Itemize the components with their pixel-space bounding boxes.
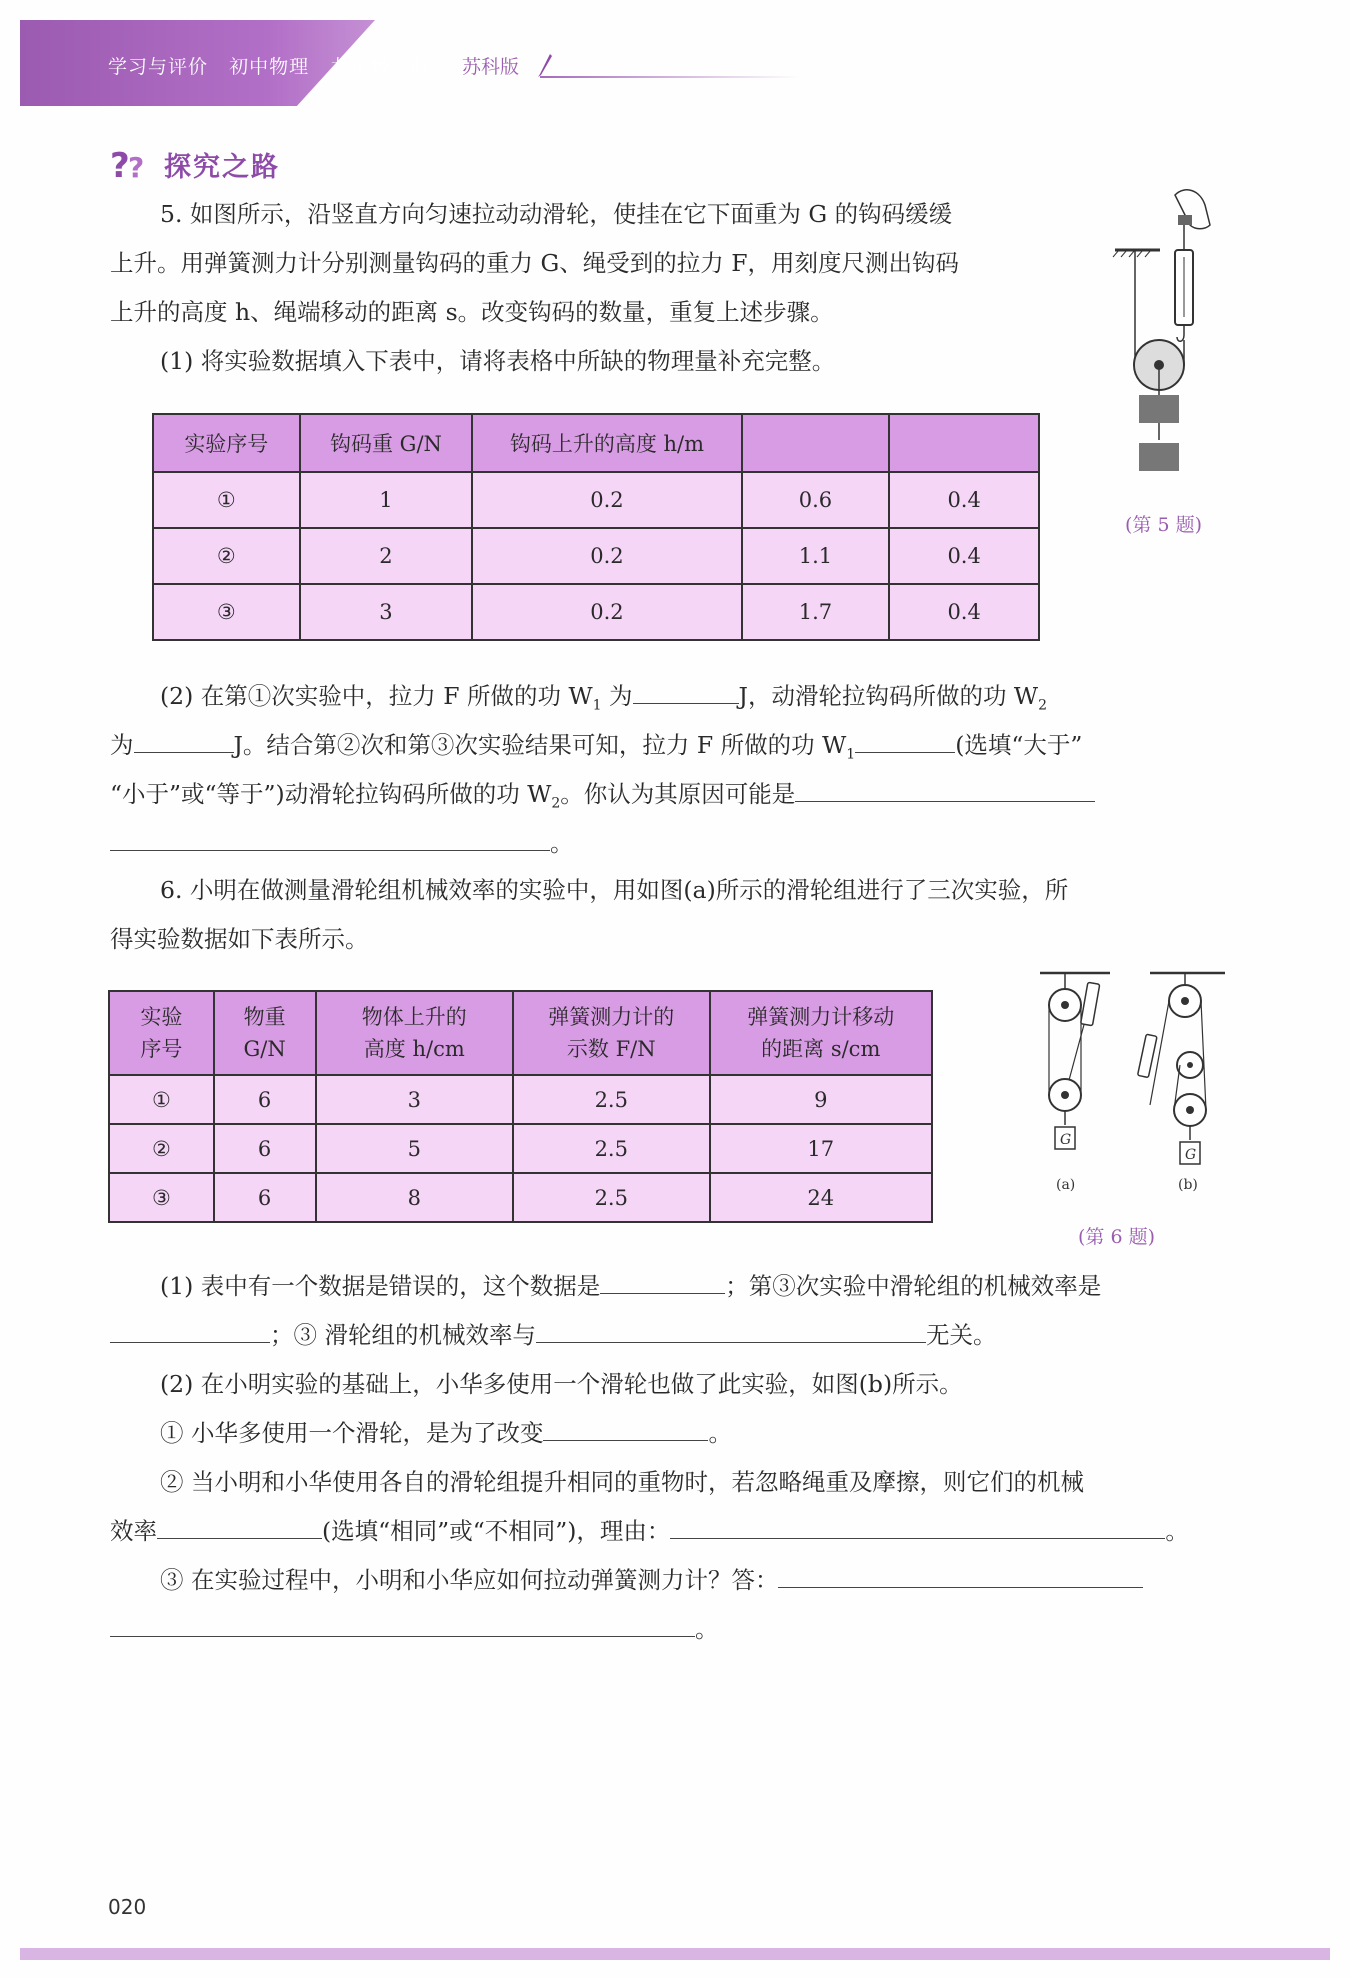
q6-figure-pulley-systems (1030, 965, 1230, 1215)
table-row (153, 584, 1039, 640)
svg-text:?: ? (128, 150, 145, 183)
table-cell: 1.7 (742, 584, 890, 640)
answer-blank[interactable] (670, 1511, 1165, 1539)
answer-blank[interactable] (855, 725, 955, 753)
header-line: 物体上升的 (361, 1005, 467, 1029)
answer-blank[interactable] (795, 774, 1095, 802)
q6-header-cell (513, 991, 709, 1075)
q6-p2-text: 。 (1165, 1517, 1189, 1545)
q5-sub2-text: 为 (601, 682, 633, 710)
table-cell: 3 (300, 584, 473, 640)
q6-p1-line2 (110, 1311, 1240, 1360)
table-cell: 6 (214, 1173, 316, 1222)
bottom-band (20, 1948, 1330, 1960)
header-item-series: 学习与评价 (108, 56, 209, 78)
q6-p2-item1 (160, 1409, 1240, 1458)
section-title: 探究之路 (164, 152, 280, 183)
table-cell: 5 (316, 1124, 514, 1173)
q5-sub2-text: (2) 在第①次实验中，拉力 F 所做的功 W (160, 682, 593, 710)
q6-p1-text: 无关。 (925, 1321, 997, 1349)
answer-blank[interactable] (600, 1266, 725, 1294)
table-cell: ② (153, 528, 300, 584)
subscript: 1 (846, 746, 856, 763)
header-edition: 苏科版 (462, 56, 520, 78)
question-marks-icon (110, 147, 154, 183)
svg-text:?: ? (110, 146, 130, 183)
answer-blank[interactable] (778, 1560, 1143, 1588)
q6-p2-item3-line1 (160, 1556, 1240, 1605)
page-number: 020 (108, 1895, 147, 1919)
q6-p2-text: ③ 在实验过程中，小明和小华应如何拉动弹簧测力计？答： (160, 1566, 779, 1594)
q6-p2-item2-line2 (110, 1507, 1240, 1556)
q6-p2-text: (选填“相同”或“不相同”)，理由： (322, 1517, 671, 1545)
q6-p2-text: 。 (695, 1615, 719, 1643)
table-cell: ① (109, 1075, 214, 1124)
q6-table (108, 990, 933, 1223)
q6-stem-line2: 得实验数据如下表所示。 (110, 925, 369, 953)
q6-p1-text: ；第③次实验中滑轮组的机械效率是 (725, 1272, 1102, 1300)
q6-p1-line1 (160, 1262, 1240, 1311)
header-line (540, 76, 800, 78)
q5-sub2-text: “小于”或“等于”)动滑轮拉钩码所做的功 W (110, 780, 552, 808)
header-item-grade: 九年级上册 (330, 56, 431, 78)
header-line: 序号 (140, 1037, 183, 1061)
q6-stem-line1: 6. 小明在做测量滑轮组机械效率的实验中，用如图(a)所示的滑轮组进行了三次实验，所 (160, 876, 1069, 904)
table-row (109, 1124, 932, 1173)
table-cell: ③ (153, 584, 300, 640)
subscript: 1 (592, 697, 602, 714)
header-line: 示数 F/N (566, 1037, 656, 1061)
header-line: 弹簧测力计移动 (747, 1005, 895, 1029)
header-line: 物重 (243, 1005, 286, 1029)
table-cell: 0.4 (889, 584, 1039, 640)
header-line: G/N (243, 1037, 286, 1061)
answer-blank[interactable] (536, 1315, 926, 1343)
table-cell: 3 (316, 1075, 514, 1124)
q6-p1-text: (1) 表中有一个数据是错误的，这个数据是 (160, 1272, 601, 1300)
q5-sub2-text: J。结合第②次和第③次实验结果可知，拉力 F 所做的功 W (233, 731, 847, 759)
answer-blank[interactable] (110, 1609, 695, 1637)
table-cell: ③ (109, 1173, 214, 1222)
subscript: 2 (551, 795, 561, 812)
answer-blank[interactable] (134, 725, 234, 753)
q5-sub2-text: (选填“大于” (955, 731, 1083, 759)
header-breadcrumb (108, 52, 444, 79)
q6-header-cell (109, 991, 214, 1075)
table-cell: 0.4 (889, 528, 1039, 584)
q5-caption: (第 5 题) (1125, 514, 1202, 536)
table-cell: ① (153, 472, 300, 528)
q6-header-cell (214, 991, 316, 1075)
header-line: 高度 h/cm (363, 1037, 465, 1061)
header-line: 实验 (140, 1005, 183, 1029)
q5-header-cell: 实验序号 (153, 414, 300, 472)
answer-blank[interactable] (633, 676, 739, 704)
table-cell: 17 (710, 1124, 932, 1173)
table-cell: 0.2 (472, 472, 741, 528)
q5-sub2-line4 (110, 819, 710, 868)
weight-label-b: G (1185, 1147, 1197, 1163)
q5-header-cell: 钩码上升的高度 h/m (472, 414, 741, 472)
table-cell: 0.6 (742, 472, 890, 528)
weight-label-a: G (1060, 1132, 1072, 1148)
pulley-system-b (1138, 973, 1225, 1193)
q6-header-cell (316, 991, 514, 1075)
q6-p2-text: 效率 (110, 1517, 157, 1545)
q5-header-cell-blank[interactable] (742, 414, 890, 472)
q5-stem-line1: 5. 如图所示，沿竖直方向匀速拉动动滑轮，使挂在它下面重为 G 的钩码缓缓 (160, 200, 953, 228)
table-cell: ② (109, 1124, 214, 1173)
table-row (153, 472, 1039, 528)
q6-p2-item3-line2 (110, 1605, 810, 1654)
q5-stem-line2: 上升。用弹簧测力计分别测量钩码的重力 G、绳受到的拉力 F，用刻度尺测出钩码 (110, 249, 960, 277)
fig-label-b: (b) (1178, 1177, 1198, 1193)
table-cell: 6 (214, 1075, 316, 1124)
table-row (109, 1075, 932, 1124)
subscript: 2 (1038, 697, 1048, 714)
q5-sub2-text: 。你认为其原因可能是 (560, 780, 796, 808)
table-cell: 6 (214, 1124, 316, 1173)
q6-header-cell (710, 991, 932, 1075)
q5-sub1: (1) 将实验数据填入下表中，请将表格中所缺的物理量补充完整。 (160, 347, 836, 375)
table-cell: 2.5 (513, 1124, 709, 1173)
q6-p2-text: ① 小华多使用一个滑轮，是为了改变 (160, 1419, 544, 1447)
q5-header-cell-blank[interactable] (889, 414, 1039, 472)
q5-sub2-text: 为 (110, 731, 134, 759)
q5-sub2-text: J，动滑轮拉钩码所做的功 W (738, 682, 1039, 710)
q6-p2-item2-line1: ② 当小明和小华使用各自的滑轮组提升相同的重物时，若忽略绳重及摩擦，则它们的机械 (160, 1468, 1084, 1496)
table-cell: 0.2 (472, 528, 741, 584)
pen-icon (536, 52, 554, 78)
answer-blank[interactable] (157, 1511, 322, 1539)
answer-blank[interactable] (543, 1413, 708, 1441)
section-heading (110, 145, 280, 184)
answer-blank[interactable] (110, 823, 550, 851)
q6-p1-text: ；③ 滑轮组的机械效率与 (270, 1321, 536, 1349)
header-item-subject: 初中物理 (229, 56, 310, 78)
table-cell: 1.1 (742, 528, 890, 584)
q6-p2-text: 。 (708, 1419, 732, 1447)
q5-sub2-text: 。 (550, 829, 574, 857)
table-row (153, 528, 1039, 584)
answer-blank[interactable] (110, 1315, 270, 1343)
table-row (109, 1173, 932, 1222)
q6-p2: (2) 在小明实验的基础上，小华多使用一个滑轮也做了此实验，如图(b)所示。 (160, 1370, 963, 1398)
q5-header-cell: 钩码重 G/N (300, 414, 473, 472)
table-cell: 8 (316, 1173, 514, 1222)
table-cell: 2.5 (513, 1173, 709, 1222)
q5-stem-line3: 上升的高度 h、绳端移动的距离 s。改变钩码的数量，重复上述步骤。 (110, 298, 834, 326)
q5-table-header-row (153, 414, 1039, 472)
pulley-system-a (1040, 973, 1110, 1193)
q5-figure-movable-pulley (1105, 185, 1235, 495)
table-cell: 24 (710, 1173, 932, 1222)
table-cell: 2 (300, 528, 473, 584)
fig-label-a: (a) (1056, 1177, 1076, 1193)
table-cell: 1 (300, 472, 473, 528)
table-cell: 2.5 (513, 1075, 709, 1124)
table-cell: 9 (710, 1075, 932, 1124)
q6-caption: (第 6 题) (1078, 1226, 1155, 1248)
table-cell: 0.4 (889, 472, 1039, 528)
q6-table-header-row (109, 991, 932, 1075)
table-cell: 0.2 (472, 584, 741, 640)
header-line: 弹簧测力计的 (548, 1005, 675, 1029)
header-line: 的距离 s/cm (761, 1037, 881, 1061)
q5-table (152, 413, 1040, 641)
